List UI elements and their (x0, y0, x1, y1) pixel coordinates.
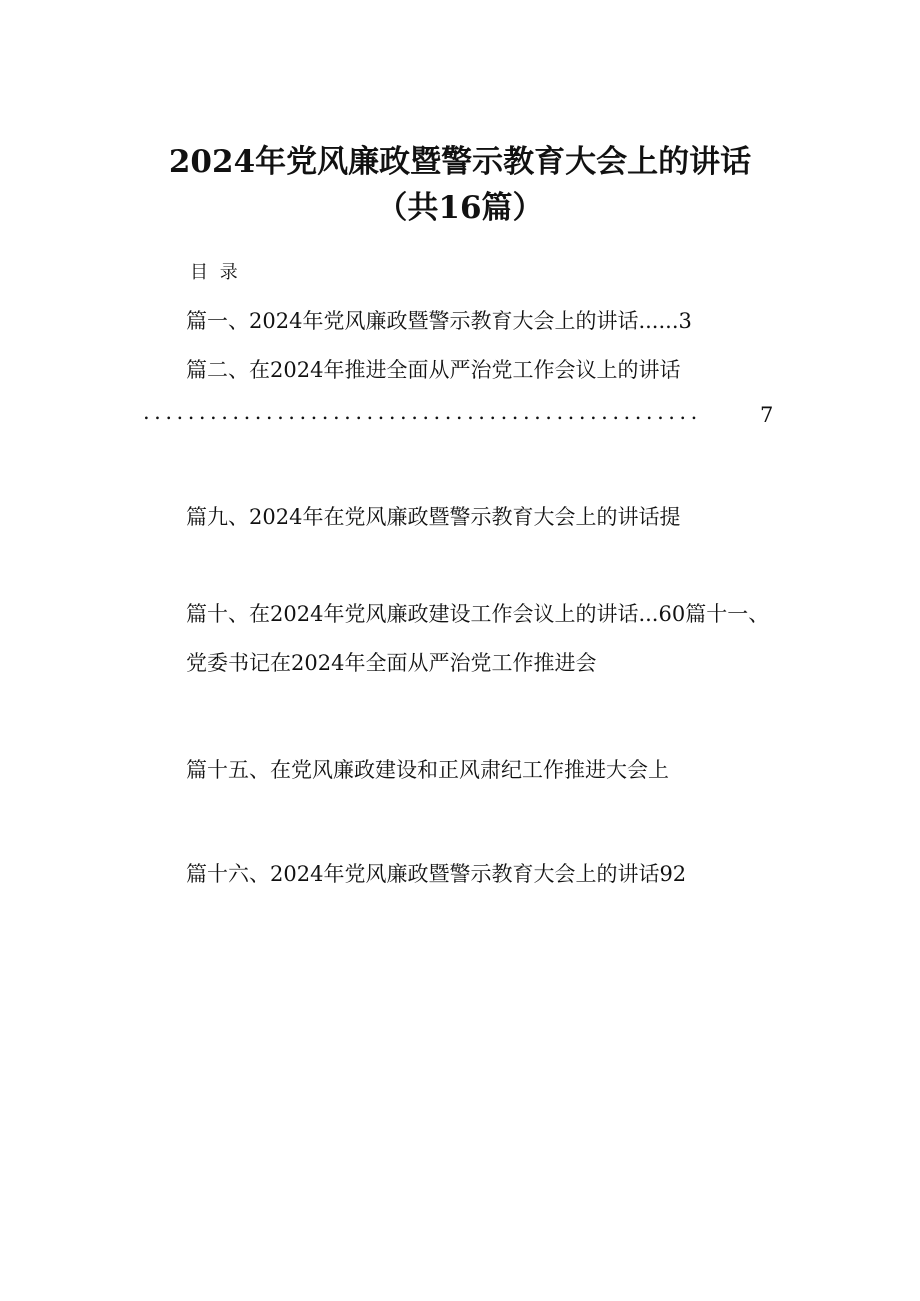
toc-leader-dots: .................................................. (143, 400, 702, 424)
toc-entry: 党委书记在2024年全面从严治党工作推进会 (186, 651, 597, 675)
toc-entry: 篇九、2024年在党风廉政暨警示教育大会上的讲话提 (186, 505, 681, 529)
toc-page-number: 7 (760, 403, 774, 427)
toc-heading: 目 录 (190, 262, 241, 283)
toc-entry: 篇二、在2024年推进全面从严治党工作会议上的讲话 (186, 358, 681, 382)
toc-entry: 篇十五、在党风廉政建设和正风肃纪工作推进大会上 (186, 758, 669, 782)
toc-entry: 篇一、2024年党风廉政暨警示教育大会上的讲话......3 (186, 309, 692, 333)
document-subtitle: （共16篇） (376, 190, 544, 226)
toc-entry: 篇十、在2024年党风廉政建设工作会议上的讲话...60篇十一、 (186, 602, 770, 626)
toc-entry: 篇十六、2024年党风廉政暨警示教育大会上的讲话92 (186, 862, 687, 886)
document-title: 2024年党风廉政暨警示教育大会上的讲话 (168, 144, 752, 180)
